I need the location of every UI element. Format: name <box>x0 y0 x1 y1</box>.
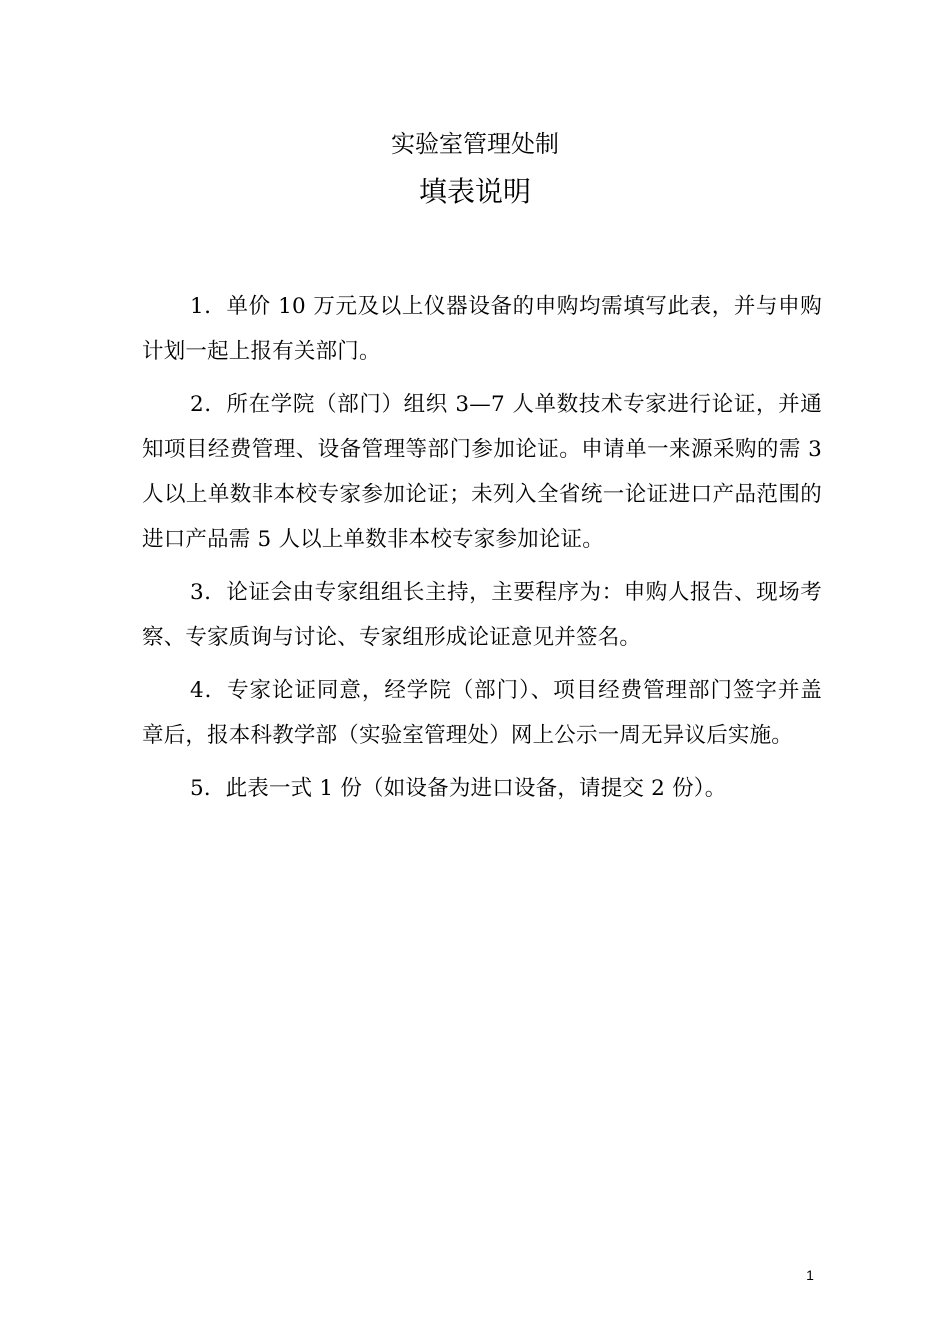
instructions-list <box>142 284 822 819</box>
instruction-item-2: 2．所在学院（部门）组织 3—7 人单数技术专家进行论证，并通知项目经费管理、设备管理等部门参加论证。申请单一来源采购的需 3 人以上单数非本校专家参加论证；未列入全省统一论证进口产品范围的进口产品需 5 人以上单数非本校专家参加论证。 <box>142 392 822 552</box>
instruction-item-4: 4．专家论证同意，经学院（部门）、项目经费管理部门签字并盖章后，报本科教学部（实验室管理处）网上公示一周无异议后实施。 <box>142 678 822 748</box>
instruction-item-5: 5．此表一式 1 份（如设备为进口设备，请提交 2 份）。 <box>190 776 727 801</box>
page-title: 填表说明 <box>418 175 531 208</box>
instruction-item-3: 3．论证会由专家组组长主持，主要程序为：申购人报告、现场考察、专家质询与讨论、专家组形成论证意见并签名。 <box>142 580 822 650</box>
page-number: 1 <box>806 1267 814 1283</box>
issuing-office-title: 实验室管理处制 <box>391 130 559 158</box>
instruction-item-1: 1．单价 10 万元及以上仪器设备的申购均需填写此表，并与申购计划一起上报有关部门。 <box>142 294 822 364</box>
